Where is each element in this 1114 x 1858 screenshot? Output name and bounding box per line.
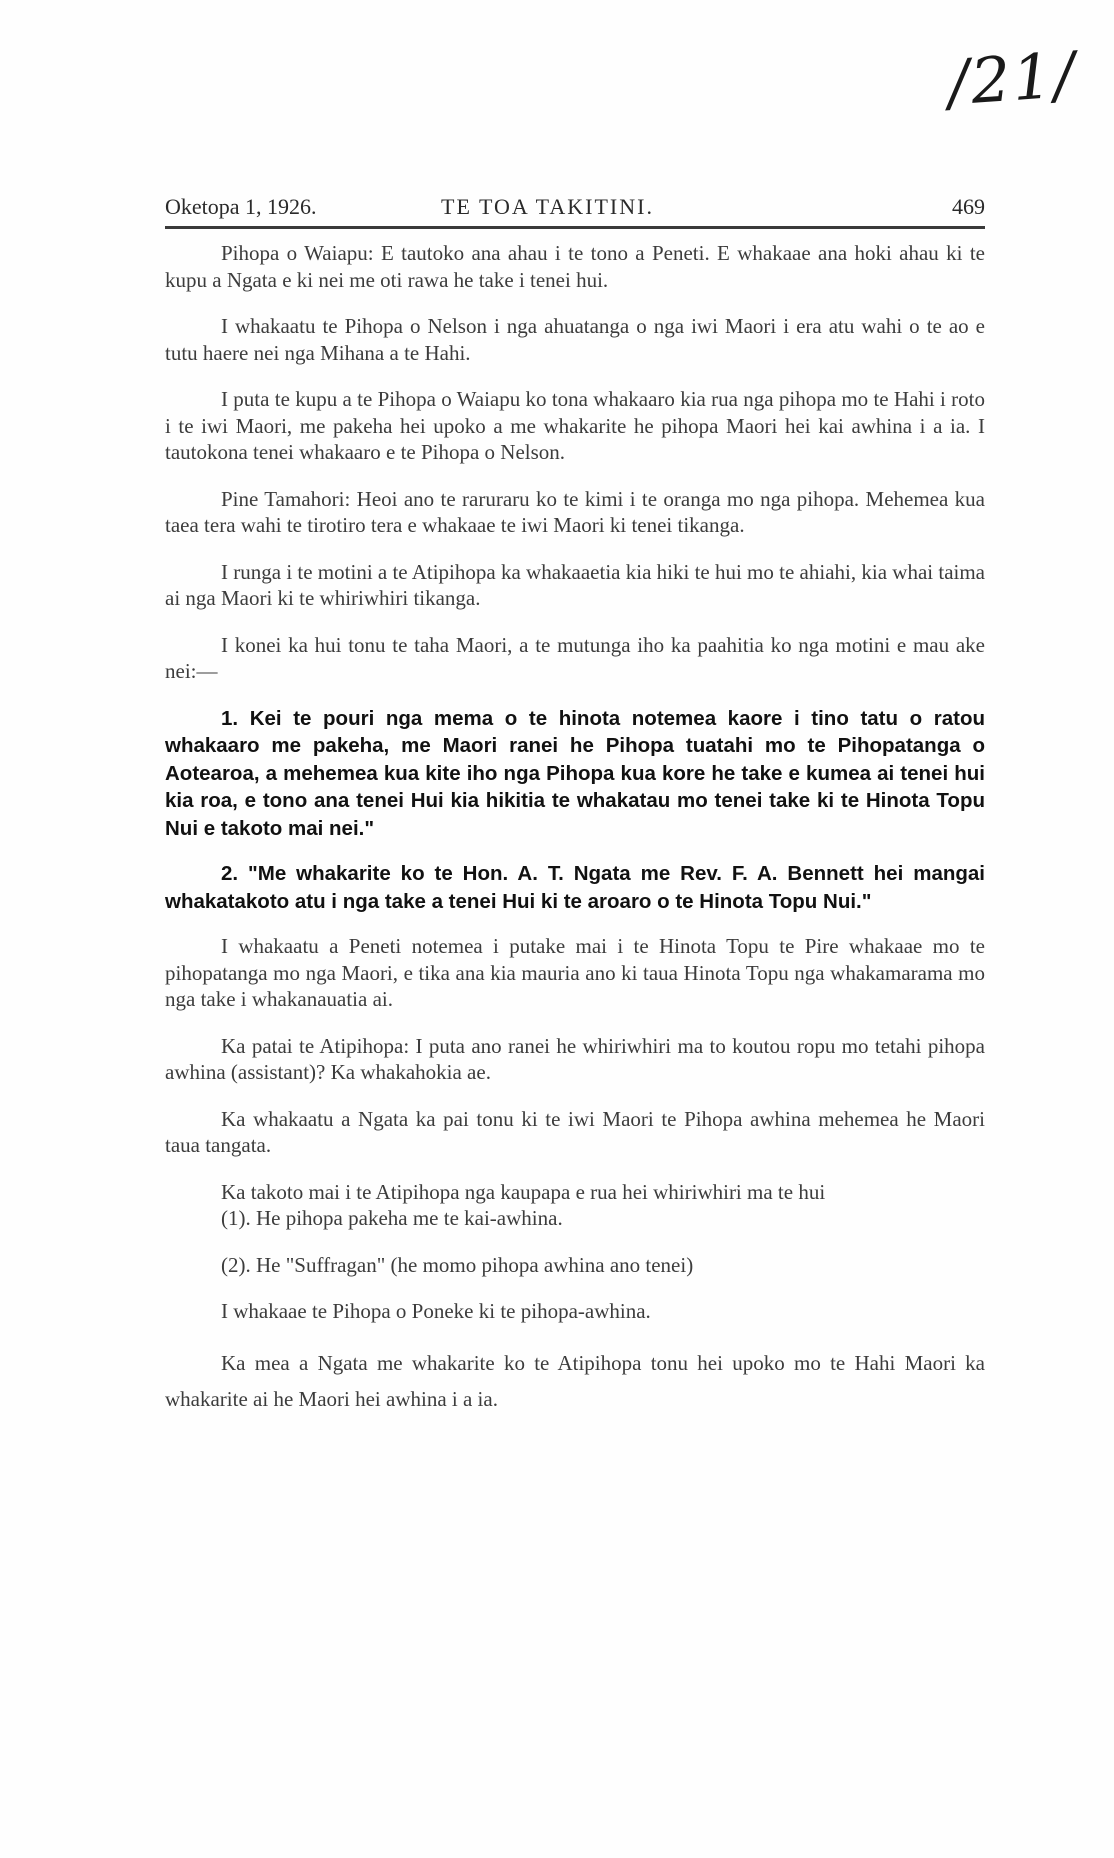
paragraph: Ka takoto mai i te Atipihopa nga kaupapa e rua hei whiriwhiri ma te hui bbox=[221, 1179, 826, 1204]
motion-1: 1. Kei te pouri nga mema o te hinota notemea kaore i tino tatu o ratou whakaaro me pakeha, me Maori ranei he Pihopa tuatahi mo te Pihopatanga o Aotearoa, a mehemea kua kite iho nga Pihopa kua kore he take e kumea ai tenei hui kia roa, e tono ana tenei Hui kia hikitia te whakatau mo tenei take ki te Hinota Topu Nui e takoto mai nei." bbox=[165, 706, 985, 840]
paragraph: Ka patai te Atipihopa: I puta ano ranei he whiriwhiri ma to koutou ropu mo tetahi pihopa awhina (assistant)? Ka whakahokia ae. bbox=[165, 1033, 985, 1084]
option-1: (1). He pihopa pakeha me te kai-awhina. bbox=[221, 1206, 563, 1230]
option-2: (2). He "Suffragan" (he momo pihopa awhina ano tenei) bbox=[221, 1252, 694, 1277]
paragraph: Ka mea a Ngata me whakarite ko te Atipihopa tonu hei upoko mo te Hahi Maori ka whakarite ai he Maori hei awhina i a ia. bbox=[165, 1350, 985, 1411]
paragraph: Pine Tamahori: Heoi ano te raruraru ko te kimi i te oranga mo nga pihopa. Mehemea kua taea tera wahi te tirotiro tera e whakaae te iwi Maori ki tenei tikanga. bbox=[165, 486, 985, 537]
handwritten-folio-number: /21/ bbox=[945, 37, 1080, 120]
paragraph: I runga i te motini a te Atipihopa ka whakaaetia kia hiki te hui mo te ahiahi, kia whai taima ai nga Maori ki te whiriwhiri tikanga. bbox=[165, 559, 985, 610]
motion-2: 2. "Me whakarite ko te Hon. A. T. Ngata me Rev. F. A. Bennett hei mangai whakatakoto atu i nga take a tenei Hui ki te aroaro o te Hinota Topu Nui." bbox=[165, 862, 985, 913]
header-rule bbox=[165, 226, 985, 229]
paragraph: I whakaatu a Peneti notemea i putake mai i te Hinota Topu te Pire whakaae mo te pihopatanga mo nga Maori, e tika ana kia mauria ano ki taua Hinota Topu nga whakamarama mo nga take i whakanauatia ai. bbox=[165, 934, 985, 1011]
paragraph: Ka whakaatu a Ngata ka pai tonu ki te iwi Maori te Pihopa awhina mehemea he Maori taua tangata. bbox=[165, 1106, 985, 1157]
header-page-number: 469 bbox=[952, 194, 985, 219]
article-body bbox=[165, 240, 985, 1437]
paragraph: I whakaatu te Pihopa o Nelson i nga ahuatanga o nga iwi Maori i era atu wahi o te ao e tutu haere nei nga Mihana a te Hahi. bbox=[165, 314, 985, 365]
header-title: TE TOA TAKITINI. bbox=[441, 194, 654, 219]
paragraph: I konei ka hui tonu te taha Maori, a te mutunga iho ka paahitia ko nga motini e mau ake nei:— bbox=[165, 632, 985, 683]
paragraph: I whakaae te Pihopa o Poneke ki te pihopa-awhina. bbox=[221, 1299, 651, 1323]
paragraph: Pihopa o Waiapu: E tautoko ana ahau i te tono a Peneti. E whakaae ana hoki ahau ki te kupu a Ngata e ki nei me oti rawa he take i tenei hui. bbox=[165, 241, 985, 292]
header-date: Oketopa 1, 1926. bbox=[165, 194, 317, 219]
running-header bbox=[165, 194, 985, 224]
paragraph: I puta te kupu a te Pihopa o Waiapu ko tona whakaaro kia rua nga pihopa mo te Hahi i roto i te iwi Maori, me pakeha hei upoko a me whakarite he pihopa Maori hei kai awhina i a ia. I tautokona tenei whakaaro e te Pihopa o Nelson. bbox=[165, 387, 985, 464]
